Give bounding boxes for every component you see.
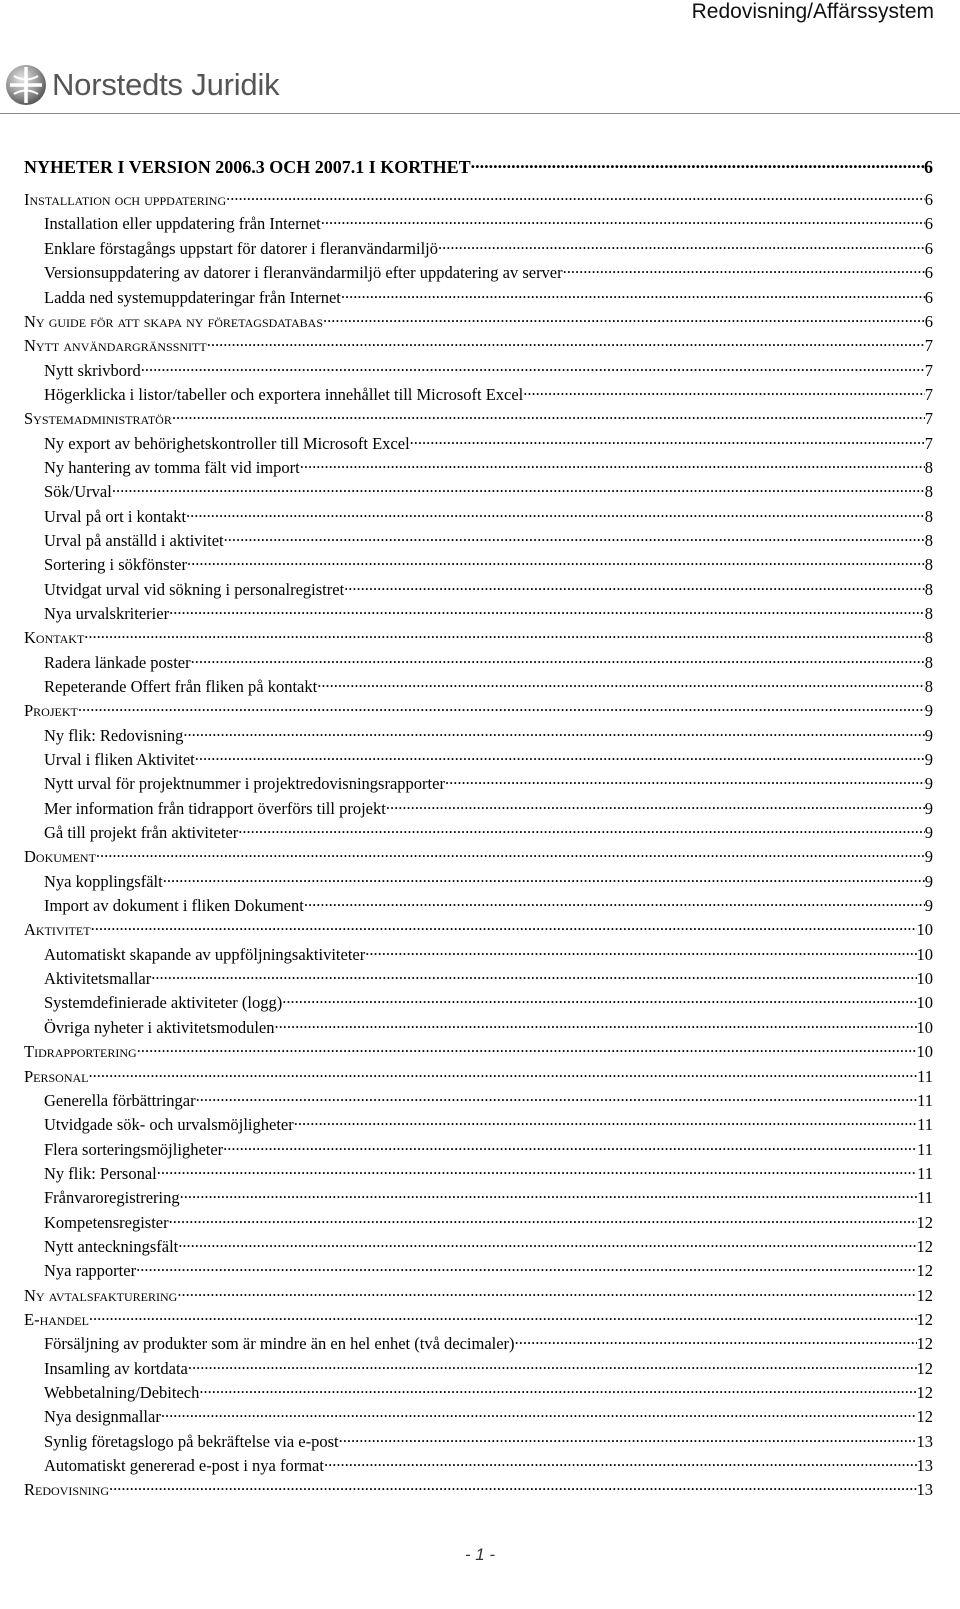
toc-entry[interactable] (24, 153, 933, 183)
toc-dot-leader (515, 1331, 917, 1349)
toc-entry-label: Sortering i sökfönster (24, 555, 187, 575)
toc-entry-label: Ladda ned systemuppdateringar från Internet (24, 288, 341, 308)
logo-text: Norstedts Juridik (52, 67, 280, 102)
toc-entry-page-number: 9 (924, 774, 933, 794)
norstedts-globe-logo-icon (4, 63, 48, 107)
toc-entry-label: Nya kopplingsfält (24, 872, 163, 892)
toc-entry-page-number: 9 (924, 798, 933, 818)
toc-entry[interactable] (24, 601, 933, 625)
toc-entry[interactable] (24, 503, 933, 527)
toc-entry-label: Urval på ort i kontakt (24, 507, 186, 527)
toc-dot-leader (294, 1112, 917, 1130)
toc-dot-leader (180, 1185, 917, 1203)
toc-dot-leader (151, 966, 916, 984)
toc-entry-label: Synlig företagslogo på bekräftelse via e-post (24, 1432, 339, 1452)
toc-entry-page-number: 10 (916, 1017, 933, 1037)
toc-entry-label: Dokument (24, 847, 96, 867)
toc-entry-page-number: 12 (916, 1236, 933, 1256)
toc-dot-leader (365, 942, 916, 960)
toc-entry-page-number: 6 (924, 287, 933, 307)
toc-entry-page-number: 9 (924, 871, 933, 891)
toc-entry[interactable] (24, 771, 933, 795)
toc-entry-page-number: 8 (924, 579, 933, 599)
toc-dot-leader (471, 153, 924, 173)
toc-entry-page-number: 12 (916, 1285, 933, 1305)
toc-entry-label: Nya designmallar (24, 1407, 161, 1427)
toc-dot-leader (563, 260, 925, 278)
toc-entry-label: Versionsuppdatering av datorer i fleranvändarmiljö efter uppdatering av server (24, 263, 563, 283)
toc-entry-label: Ny flik: Personal (24, 1164, 157, 1184)
toc-entry-page-number: 9 (924, 896, 933, 916)
toc-entry-label: Övriga nyheter i aktivitetsmodulen (24, 1018, 274, 1038)
toc-entry-page-number: 10 (916, 920, 933, 940)
toc-entry-page-number: 10 (916, 969, 933, 989)
toc-entry-label: Utvidgat urval vid sökning i personalregistret (24, 580, 344, 600)
toc-dot-leader (196, 1088, 917, 1106)
toc-entry[interactable] (24, 1429, 933, 1453)
toc-entry-page-number: 12 (916, 1261, 933, 1281)
toc-entry[interactable] (24, 1161, 933, 1185)
toc-dot-leader (410, 430, 925, 448)
toc-entry[interactable] (24, 260, 933, 284)
toc-entry-label: Ny guide för att skapa ny företagsdatabas (24, 311, 324, 331)
toc-entry[interactable] (24, 577, 933, 601)
toc-entry[interactable] (24, 552, 933, 576)
toc-entry-label: Systemadministratör (24, 409, 172, 429)
toc-entry[interactable] (24, 1185, 933, 1209)
toc-dot-leader (224, 528, 925, 546)
toc-dot-leader (178, 1234, 916, 1252)
toc-entry-label: Ny hantering av tomma fält vid import (24, 458, 300, 478)
toc-dot-leader (177, 1282, 916, 1300)
toc-dot-leader (226, 187, 925, 205)
toc-entry-page-number: 9 (924, 823, 933, 843)
toc-entry[interactable] (24, 917, 933, 941)
toc-entry[interactable] (24, 698, 933, 722)
toc-dot-leader (172, 406, 925, 424)
toc-entry-label: Import av dokument i fliken Dokument (24, 896, 304, 916)
toc-entry-label: Enklare förstagångs uppstart för datorer i fleranvändarmiljö (24, 239, 438, 259)
toc-entry[interactable] (24, 1088, 933, 1112)
toc-entry-label: Installation eller uppdatering från Internet (24, 214, 321, 234)
norstedts-logo (4, 60, 279, 110)
toc-entry-page-number: 8 (924, 555, 933, 575)
toc-entry-page-number: 7 (924, 360, 933, 380)
toc-entry-label: Kontakt (24, 628, 85, 648)
toc-entry[interactable] (24, 796, 933, 820)
toc-entry-label: Installation och uppdatering (24, 190, 227, 210)
toc-entry-label: Aktivitetsmallar (24, 969, 151, 989)
toc-dot-leader (199, 1380, 916, 1398)
toc-dot-leader (96, 844, 925, 862)
toc-dot-leader (344, 577, 925, 595)
toc-dot-leader (438, 236, 925, 254)
toc-dot-leader (323, 309, 925, 327)
toc-dot-leader (238, 820, 924, 838)
toc-entry-page-number: 11 (917, 1163, 933, 1183)
toc-entry-label: Flera sorteringsmöjligheter (24, 1140, 223, 1160)
toc-entry-label: Nya urvalskriterier (24, 604, 169, 624)
toc-entry[interactable] (24, 211, 933, 235)
toc-entry-label: Personal (24, 1066, 89, 1086)
toc-entry-label: Aktivitet (24, 920, 91, 940)
toc-entry[interactable] (24, 528, 933, 552)
toc-entry-page-number: 8 (924, 677, 933, 697)
toc-entry-label: Radera länkade poster (24, 653, 191, 673)
toc-dot-leader (445, 771, 925, 789)
toc-entry[interactable] (24, 284, 933, 308)
toc-entry[interactable] (24, 869, 933, 893)
toc-dot-leader (188, 1356, 917, 1374)
toc-entry-label: Nya rapporter (24, 1261, 136, 1281)
toc-entry[interactable] (24, 1258, 933, 1282)
toc-entry[interactable] (24, 1331, 933, 1355)
toc-entry-label: Försäljning av produkter som är mindre än en hel enhet (två decimaler) (24, 1334, 515, 1354)
toc-entry-page-number: 6 (924, 263, 933, 283)
toc-entry-label: Webbetalning/Debitech (24, 1383, 199, 1403)
toc-entry-page-number: 9 (924, 701, 933, 721)
toc-entry[interactable] (24, 1404, 933, 1428)
toc-dot-leader (112, 479, 925, 497)
toc-dot-leader (78, 698, 925, 716)
toc-entry-page-number: 12 (916, 1212, 933, 1232)
toc-entry-label: Repeterande Offert från fliken på kontakt (24, 677, 317, 697)
toc-entry-label: Mer information från tidrapport överförs till projekt (24, 799, 386, 819)
toc-entry-label: Systemdefinierade aktiviteter (logg) (24, 993, 282, 1013)
toc-dot-leader (141, 357, 925, 375)
toc-entry-page-number: 12 (916, 1382, 933, 1402)
toc-entry[interactable] (24, 1307, 933, 1331)
toc-entry-page-number: 9 (924, 750, 933, 770)
toc-entry-page-number: 10 (916, 993, 933, 1013)
toc-dot-leader (169, 1209, 917, 1227)
toc-entry-label: NYHETER I VERSION 2006.3 OCH 2007.1 I KORTHET (24, 156, 471, 177)
toc-entry-page-number: 6 (924, 214, 933, 234)
toc-dot-leader (341, 284, 925, 302)
toc-dot-leader (223, 1136, 917, 1154)
toc-entry-page-number: 7 (924, 384, 933, 404)
toc-entry-page-number: 7 (924, 409, 933, 429)
toc-entry[interactable] (24, 990, 933, 1014)
toc-entry-label: Ny flik: Redovisning (24, 726, 183, 746)
toc-entry-page-number: 6 (924, 156, 933, 177)
toc-entry[interactable] (24, 1380, 933, 1404)
toc-entry-page-number: 12 (916, 1334, 933, 1354)
toc-entry-page-number: 13 (916, 1480, 933, 1500)
toc-entry-label: Automatiskt skapande av uppföljningsaktiviteter (24, 945, 365, 965)
toc-entry[interactable] (24, 747, 933, 771)
toc-entry-label: Nytt skrivbord (24, 361, 141, 381)
toc-dot-leader (195, 747, 925, 765)
toc-entry[interactable] (24, 674, 933, 698)
toc-entry[interactable] (24, 1477, 933, 1501)
toc-entry-page-number: 6 (924, 238, 933, 258)
toc-dot-leader (339, 1429, 917, 1447)
toc-entry-label: Redovisning (24, 1480, 109, 1500)
toc-dot-leader (91, 917, 917, 935)
toc-dot-leader (523, 382, 925, 400)
toc-entry[interactable] (24, 382, 933, 406)
toc-dot-leader (321, 211, 925, 229)
toc-entry-label: E-handel (24, 1309, 89, 1329)
toc-entry-page-number: 11 (917, 1139, 933, 1159)
toc-entry-label: Högerklicka i listor/tabeller och exportera innehållet till Microsoft Excel (24, 385, 523, 405)
toc-dot-leader (137, 1039, 917, 1057)
toc-dot-leader (317, 674, 925, 692)
toc-dot-leader (386, 796, 925, 814)
toc-entry[interactable] (24, 966, 933, 990)
toc-dot-leader (274, 1015, 916, 1033)
toc-entry[interactable] (24, 333, 933, 357)
toc-entry-label: Urval i fliken Aktivitet (24, 750, 195, 770)
toc-entry-label: Gå till projekt från aktiviteter (24, 823, 238, 843)
toc-dot-leader (89, 1063, 918, 1081)
toc-dot-leader (183, 723, 924, 741)
document-header-title: Redovisning/Affärssystem (691, 0, 934, 23)
toc-entry-page-number: 13 (916, 1456, 933, 1476)
toc-entry[interactable] (24, 625, 933, 649)
toc-entry-label: Kompetensregister (24, 1213, 169, 1233)
table-of-contents (24, 153, 933, 1502)
toc-entry[interactable] (24, 820, 933, 844)
toc-entry-label: Utvidgade sök- och urvalsmöjligheter (24, 1115, 294, 1135)
toc-entry-label: Urval på anställd i aktivitet (24, 531, 224, 551)
toc-entry[interactable] (24, 1234, 933, 1258)
toc-entry[interactable] (24, 1039, 933, 1063)
toc-entry[interactable] (24, 942, 933, 966)
toc-entry-label: Nytt urval för projektnummer i projektredovisningsrapporter (24, 774, 445, 794)
toc-entry-page-number: 13 (916, 1431, 933, 1451)
toc-entry-page-number: 12 (916, 1309, 933, 1329)
toc-entry-label: Generella förbättringar (24, 1091, 196, 1111)
toc-dot-leader (304, 893, 925, 911)
toc-entry[interactable] (24, 357, 933, 381)
toc-dot-leader (161, 1404, 917, 1422)
toc-dot-leader (169, 601, 925, 619)
toc-entry-label: Frånvaroregistrering (24, 1188, 180, 1208)
toc-entry-page-number: 7 (924, 336, 933, 356)
toc-entry[interactable] (24, 844, 933, 868)
toc-entry-page-number: 11 (917, 1066, 933, 1086)
toc-entry[interactable] (24, 1136, 933, 1160)
toc-entry-label: Nytt användargränssnitt (24, 336, 207, 356)
toc-entry-page-number: 11 (917, 1188, 933, 1208)
toc-entry-label: Insamling av kortdata (24, 1359, 188, 1379)
toc-dot-leader (191, 650, 925, 668)
toc-dot-leader (163, 869, 925, 887)
toc-entry[interactable] (24, 1282, 933, 1306)
toc-entry-page-number: 8 (924, 603, 933, 623)
toc-entry-label: Ny avtalsfakturering (24, 1285, 178, 1305)
toc-entry-page-number: 8 (924, 652, 933, 672)
toc-entry-page-number: 12 (916, 1407, 933, 1427)
toc-entry[interactable] (24, 455, 933, 479)
toc-entry[interactable] (24, 1356, 933, 1380)
toc-entry[interactable] (24, 406, 933, 430)
toc-entry[interactable] (24, 1063, 933, 1087)
toc-dot-leader (157, 1161, 917, 1179)
toc-entry[interactable] (24, 430, 933, 454)
toc-entry-label: Tidrapportering (24, 1042, 137, 1062)
toc-dot-leader (186, 503, 925, 521)
toc-entry-page-number: 7 (924, 433, 933, 453)
toc-entry-page-number: 8 (924, 457, 933, 477)
toc-dot-leader (187, 552, 925, 570)
toc-dot-leader (324, 1453, 917, 1471)
toc-entry-page-number: 8 (924, 506, 933, 526)
toc-entry[interactable] (24, 309, 933, 333)
toc-entry[interactable] (24, 187, 933, 211)
toc-dot-leader (300, 455, 925, 473)
toc-entry-page-number: 9 (924, 847, 933, 867)
toc-entry[interactable] (24, 1209, 933, 1233)
toc-dot-leader (207, 333, 925, 351)
toc-dot-leader (89, 1307, 917, 1325)
toc-entry[interactable] (24, 1112, 933, 1136)
toc-entry[interactable] (24, 479, 933, 503)
toc-entry[interactable] (24, 893, 933, 917)
toc-entry-page-number: 6 (924, 190, 933, 210)
toc-dot-leader (84, 625, 924, 643)
toc-entry-page-number: 8 (924, 482, 933, 502)
toc-entry-page-number: 10 (916, 1042, 933, 1062)
toc-entry-label: Nytt anteckningsfält (24, 1237, 178, 1257)
toc-dot-leader (282, 990, 916, 1008)
toc-entry-page-number: 9 (924, 725, 933, 745)
toc-entry-page-number: 11 (917, 1090, 933, 1110)
toc-dot-leader (136, 1258, 916, 1276)
toc-entry-page-number: 8 (924, 530, 933, 550)
toc-entry-label: Ny export av behörighetskontroller till Microsoft Excel (24, 434, 410, 454)
toc-entry-label: Sök/Urval (24, 482, 112, 502)
toc-entry-page-number: 8 (924, 628, 933, 648)
toc-entry-page-number: 10 (916, 944, 933, 964)
toc-entry[interactable] (24, 1453, 933, 1477)
toc-entry[interactable] (24, 236, 933, 260)
page-number: - 1 - (464, 1545, 496, 1564)
toc-entry-label: Automatiskt genererad e-post i nya format (24, 1456, 324, 1476)
toc-entry-page-number: 6 (924, 311, 933, 331)
toc-entry[interactable] (24, 723, 933, 747)
header-divider (0, 113, 960, 114)
toc-entry-page-number: 11 (917, 1115, 933, 1135)
toc-dot-leader (109, 1477, 917, 1495)
toc-entry-page-number: 12 (916, 1358, 933, 1378)
toc-entry[interactable] (24, 650, 933, 674)
toc-entry-label: Projekt (24, 701, 78, 721)
toc-entry[interactable] (24, 1015, 933, 1039)
